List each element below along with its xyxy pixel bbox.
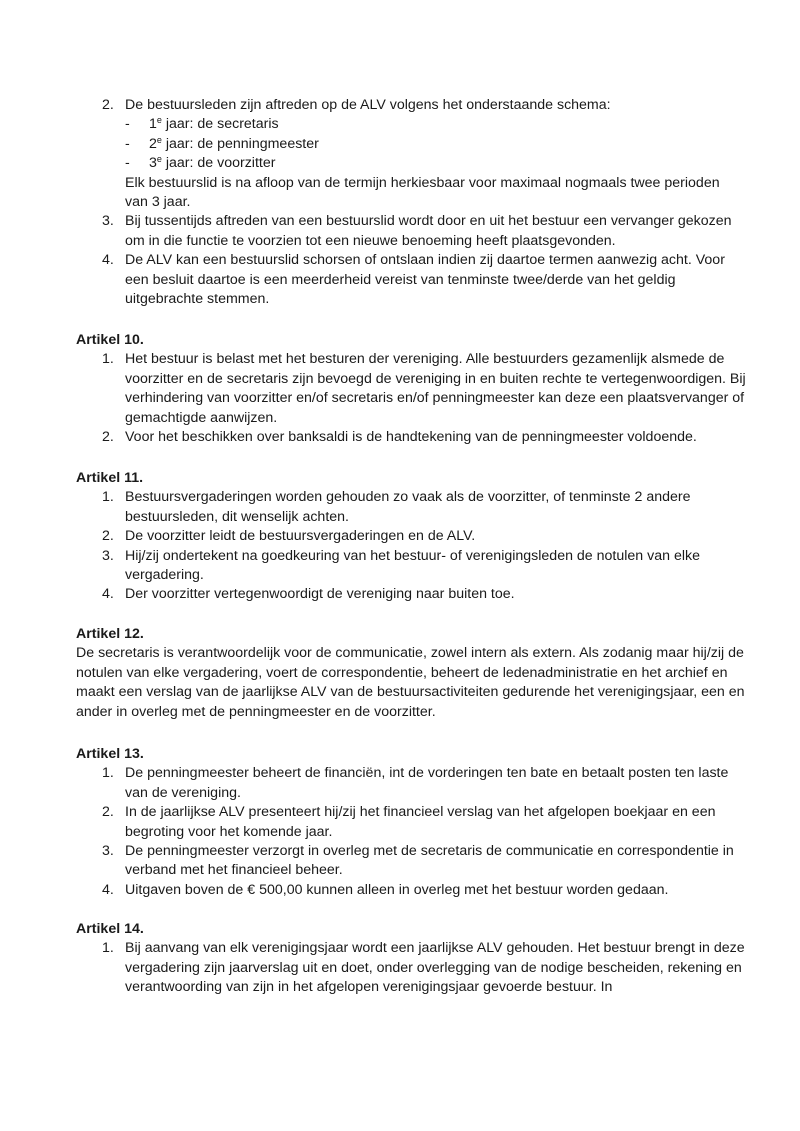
item-number: 3.	[102, 547, 114, 564]
term-note: Elk bestuurslid is na afloop van de termijn herkiesbaar voor maximaal nogmaals twee perioden van 3 jaar.	[125, 174, 720, 211]
item-text: Voor het beschikken over banksaldi is de handtekening van de penningmeester voldoende.	[125, 429, 697, 446]
ordinal: 3	[149, 155, 157, 172]
item-text: De bestuursleden zijn aftreden op de ALV volgens het onderstaande schema:	[125, 97, 611, 113]
list-item	[76, 212, 746, 251]
list-item	[76, 527, 746, 546]
item-text: Bestuursvergaderingen worden gehouden zo vaak als de voorzitter, of tenminste 2 andere bestuursleden, dit wenselijk achten.	[125, 489, 691, 525]
item-number: 3.	[102, 213, 114, 230]
list-item	[76, 251, 746, 309]
article-heading: Artikel 12.	[76, 626, 144, 642]
item-text: Bij aanvang van elk verenigingsjaar wordt een jaarlijkse ALV gehouden. Het bestuur brengt in deze vergadering zijn jaarverslag uit en doet, onder overlegging van de nodige bescheiden, rekening en verantwoording van zijn in het afgelopen verenigingsjaar gevoerde bestuur. In	[125, 940, 745, 996]
item-number: 2.	[102, 429, 114, 446]
item-number: 1.	[102, 489, 114, 506]
list-item	[76, 488, 746, 527]
ordinal-suffix: e	[156, 134, 162, 145]
schedule-text: jaar: de secretaris	[161, 116, 279, 133]
item-number: 1.	[102, 765, 114, 782]
article-heading: Artikel 11.	[76, 470, 144, 486]
ordinal: 1	[149, 116, 157, 133]
item-number: 4.	[102, 881, 114, 898]
schedule-item	[76, 135, 746, 154]
item-text: Het bestuur is belast met het besturen der vereniging. Alle bestuurders gezamenlijk alsmede de voorzitter en de secretaris zijn bevoegd de vereniging in en buiten rechte te vertegenwoordigen. Bij verhindering van voorzitter en/of secretaris en/of penningmeester kan deze een plaatsvervanger of gemachtigde aanwijzen.	[125, 351, 746, 426]
item-text: In de jaarlijkse ALV presenteert hij/zij het financieel verslag van het afgelopen boekjaar en een begroting voor het komende jaar.	[125, 804, 716, 840]
list-item	[76, 428, 746, 447]
article-11	[76, 469, 746, 605]
article-14	[76, 920, 746, 998]
schedule-text: jaar: de penningmeester	[161, 135, 319, 152]
list-item	[76, 803, 746, 842]
item-number: 4.	[102, 252, 114, 269]
schedule-item	[76, 115, 746, 134]
item-number: 2.	[102, 804, 114, 821]
article-paragraph: De secretaris is verantwoordelijk voor de communicatie, zowel intern als extern. Als zodanig maar hij/zij de notulen van elke vergadering, voert de correspondentie, beheert de ledenadministratie en het archief en maakt een verslag van de jaarlijkse ALV van de bestuursactiviteiten gedurende het verenigingsjaar, een en ander in overleg met de penningmeester en de voorzitter.	[76, 645, 745, 720]
item-number: 1.	[102, 940, 114, 957]
article-heading: Artikel 14.	[76, 921, 144, 937]
article-13	[76, 745, 746, 900]
list-item	[76, 547, 746, 586]
list-item	[76, 842, 746, 881]
schedule-text: jaar: de voorzitter	[161, 155, 276, 172]
item-number: 1.	[102, 351, 114, 368]
article-12	[76, 625, 746, 722]
dash-bullet: -	[125, 135, 130, 152]
item-text: Der voorzitter vertegenwoordigt de vereniging naar buiten toe.	[125, 586, 515, 603]
dash-bullet: -	[125, 116, 130, 133]
article-heading: Artikel 13.	[76, 746, 144, 762]
item-number: 4.	[102, 586, 114, 603]
ordinal-suffix: e	[156, 154, 162, 165]
list-item	[76, 585, 746, 604]
item-number: 2.	[102, 528, 114, 545]
item-text: De voorzitter leidt de bestuursvergaderingen en de ALV.	[125, 528, 476, 545]
list-item	[76, 350, 746, 428]
list-item	[76, 96, 746, 115]
article-10	[76, 331, 746, 447]
dash-bullet: -	[125, 155, 130, 172]
item-text: Bij tussentijds aftreden van een bestuurslid wordt door en uit het bestuur een vervanger gekozen om in die functie te voorzien tot een nieuwe benoeming heeft plaatsgevonden.	[125, 213, 732, 249]
schedule-item	[76, 154, 746, 173]
item-number: 3.	[102, 843, 114, 860]
item-text: De penningmeester verzorgt in overleg met de secretaris de communicatie en correspondentie in verband met het financieel beheer.	[125, 843, 734, 879]
item-text: Hij/zij ondertekent na goedkeuring van het bestuur- of verenigingsleden de notulen van elke vergadering.	[125, 547, 700, 584]
list-item	[76, 881, 746, 900]
intro-section	[76, 96, 746, 309]
article-heading: Artikel 10.	[76, 332, 144, 348]
item-text: De penningmeester beheert de financiën, int de vorderingen ten bate en betaalt posten ten laste van de vereniging.	[125, 765, 729, 801]
list-item	[76, 764, 746, 803]
item-text: De ALV kan een bestuurslid schorsen of ontslaan indien zij daartoe termen aanwezig acht. Voor een besluit daartoe is een meerderheid vereist van tenminste twee/derde van het geldig uitgebrachte stemmen.	[125, 252, 725, 308]
list-item	[76, 939, 746, 997]
ordinal: 2	[149, 135, 157, 152]
item-text: Uitgaven boven de € 500,00 kunnen alleen in overleg met het bestuur worden gedaan.	[125, 881, 669, 898]
item-number: 2.	[102, 97, 114, 113]
ordinal-suffix: e	[156, 115, 162, 126]
